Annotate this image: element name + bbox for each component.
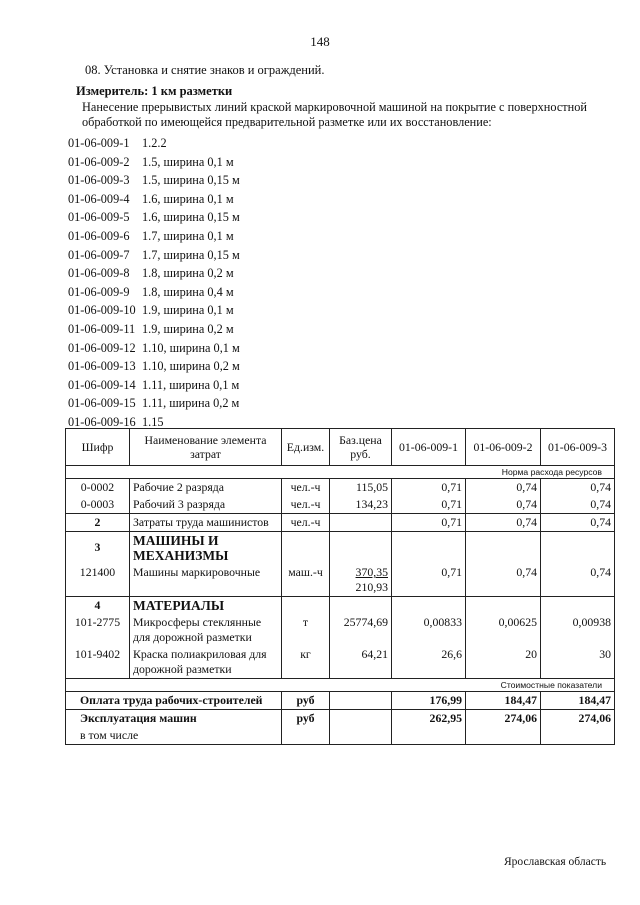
row-unit: т	[282, 614, 330, 646]
code-list-item	[68, 394, 240, 413]
row-value-2: 0,00625	[466, 614, 541, 646]
code-number: 01-06-009-3	[68, 173, 130, 188]
code-list-item	[68, 153, 240, 172]
row-name: Машины маркировочные	[130, 564, 282, 597]
row-price: 25774,69	[330, 614, 392, 646]
norm-note-row	[66, 466, 615, 479]
code-text: 1.11, ширина 0,2 м	[142, 396, 240, 411]
resource-table	[65, 428, 615, 745]
summary-value-2: 274,06	[466, 710, 541, 728]
page-number: 148	[310, 34, 330, 49]
row-value-2: 0,74	[466, 514, 541, 532]
row-value-3: 0,00938	[541, 614, 615, 646]
code-number: 01-06-009-10	[68, 303, 136, 318]
code-number: 01-06-009-9	[68, 284, 130, 299]
summary-value-3: 184,47	[541, 692, 615, 710]
header-col3: 01-06-009-3	[541, 429, 615, 466]
footer-region: Ярославская область	[504, 856, 607, 868]
row-unit: чел.-ч	[282, 479, 330, 497]
row-price: 115,05	[330, 479, 392, 497]
row-value-1: 0,71	[392, 479, 466, 497]
code-text: 1.5, ширина 0,1 м	[142, 154, 234, 169]
table-row	[66, 479, 615, 497]
section-title: 08. Установка и снятие знаков и ограждений.	[85, 63, 325, 77]
row-unit: кг	[282, 646, 330, 679]
code-list-item	[68, 320, 240, 339]
code-text: 1.7, ширина 0,15 м	[142, 247, 240, 262]
row-price-empty	[330, 514, 392, 532]
code-text: 1.2.2	[142, 136, 167, 150]
code-number: 01-06-009-13	[68, 359, 136, 374]
row-code: 0-0003	[66, 496, 130, 514]
code-number: 01-06-009-8	[68, 266, 130, 281]
header-col1: 01-06-009-1	[392, 429, 466, 466]
row-value-3: 30	[541, 646, 615, 679]
summary-unit: руб	[282, 710, 330, 728]
table-row	[66, 564, 615, 597]
summary-name: Оплата труда рабочих-строителей	[66, 692, 282, 710]
row-value-1: 0,00833	[392, 614, 466, 646]
code-number: 01-06-009-5	[68, 210, 130, 225]
header-col2: 01-06-009-2	[466, 429, 541, 466]
header-code: Шифр	[66, 429, 130, 466]
summary-value-1: 262,95	[392, 710, 466, 728]
row-value-1: 0,71	[392, 514, 466, 532]
row-code: 3	[66, 532, 130, 565]
row-code: 0-0002	[66, 479, 130, 497]
row-unit: чел.-ч	[282, 514, 330, 532]
code-text: 1.6, ширина 0,15 м	[142, 210, 240, 225]
table-row	[66, 514, 615, 532]
row-code: 121400	[66, 564, 130, 597]
row-price: 64,21	[330, 646, 392, 679]
norm-note: Норма расхода ресурсов	[66, 466, 615, 479]
summary-row	[66, 727, 615, 745]
row-name: Затраты труда машинистов	[130, 514, 282, 532]
row-price-2: 210,93	[355, 580, 388, 594]
table-row	[66, 597, 615, 615]
table-row	[66, 646, 615, 679]
row-value-3: 0,74	[541, 496, 615, 514]
code-number: 01-06-009-6	[68, 228, 130, 243]
code-number: 01-06-009-16	[68, 414, 136, 429]
row-code: 101-9402	[66, 646, 130, 679]
row-value-1: 0,71	[392, 564, 466, 597]
row-value-1: 26,6	[392, 646, 466, 679]
summary-value-1: 176,99	[392, 692, 466, 710]
code-number: 01-06-009-4	[68, 191, 130, 206]
code-number: 01-06-009-11	[68, 321, 136, 336]
row-value-2: 0,74	[466, 496, 541, 514]
summary-name: в том числе	[66, 727, 282, 745]
header-price: Баз.цена руб.	[330, 429, 392, 466]
row-name: МАТЕРИАЛЫ	[130, 597, 282, 615]
row-price: 134,23	[330, 496, 392, 514]
header-unit: Ед.изм.	[282, 429, 330, 466]
code-text: 1.11, ширина 0,1 м	[142, 377, 240, 392]
cost-note: Стоимостные показатели	[66, 679, 615, 692]
code-text: 1.9, ширина 0,1 м	[142, 303, 234, 318]
work-description: Нанесение прерывистых линий краской маркировочной машиной на покрытие с поверхностной обработкой по имеющейся предварительной разметке или их восстановление:	[82, 100, 587, 129]
code-number: 01-06-009-15	[68, 396, 136, 411]
code-list-item	[68, 190, 240, 209]
code-list-item	[68, 227, 240, 246]
row-value-3: 0,74	[541, 514, 615, 532]
code-number: 01-06-009-7	[68, 247, 130, 262]
row-unit: чел.-ч	[282, 496, 330, 514]
code-list-item	[68, 376, 240, 395]
code-text: 1.5, ширина 0,15 м	[142, 173, 240, 188]
row-price	[330, 564, 392, 597]
row-code: 4	[66, 597, 130, 615]
code-list-item	[68, 339, 240, 358]
row-price-1: 370,35	[355, 565, 388, 579]
row-value-3: 0,74	[541, 564, 615, 597]
cost-note-row	[66, 679, 615, 692]
code-text: 1.10, ширина 0,2 м	[142, 359, 240, 374]
code-list-item	[68, 357, 240, 376]
code-text: 1.6, ширина 0,1 м	[142, 191, 234, 206]
code-list-item	[68, 171, 240, 190]
header-name: Наименование элемента затрат	[130, 429, 282, 466]
code-number: 01-06-009-12	[68, 340, 136, 355]
code-list-item	[68, 264, 240, 283]
summary-value-2: 184,47	[466, 692, 541, 710]
code-text: 1.9, ширина 0,2 м	[142, 321, 234, 336]
code-text: 1.15	[142, 414, 164, 429]
row-value-3: 0,74	[541, 479, 615, 497]
code-text: 1.7, ширина 0,1 м	[142, 228, 234, 243]
table-row	[66, 532, 615, 565]
code-number: 01-06-009-1	[68, 136, 130, 150]
row-name: Рабочий 3 разряда	[130, 496, 282, 514]
summary-name: Эксплуатация машин	[66, 710, 282, 728]
row-value-2: 0,74	[466, 479, 541, 497]
code-number: 01-06-009-2	[68, 154, 130, 169]
table-row	[66, 496, 615, 514]
measurer-title: Измеритель: 1 км разметки	[76, 84, 233, 98]
code-list-item	[68, 208, 240, 227]
row-value-2: 20	[466, 646, 541, 679]
summary-row	[66, 692, 615, 710]
code-number: 01-06-009-14	[68, 377, 136, 392]
row-code: 101-2775	[66, 614, 130, 646]
table-header-row	[66, 429, 615, 466]
row-value-1: 0,71	[392, 496, 466, 514]
summary-value-3: 274,06	[541, 710, 615, 728]
summary-row	[66, 710, 615, 728]
row-name: Краска полиакриловая для дорожной разметки	[130, 646, 282, 679]
code-list	[68, 134, 240, 432]
table-row	[66, 614, 615, 646]
code-text: 1.8, ширина 0,4 м	[142, 284, 234, 299]
code-list-item	[68, 283, 240, 302]
row-code: 2	[66, 514, 130, 532]
code-list-item	[68, 134, 240, 153]
code-text: 1.10, ширина 0,1 м	[142, 340, 240, 355]
row-name: Микросферы стеклянные для дорожной разметки	[130, 614, 282, 646]
summary-unit: руб	[282, 692, 330, 710]
code-text: 1.8, ширина 0,2 м	[142, 266, 234, 281]
row-unit: маш.-ч	[282, 564, 330, 597]
row-name: МАШИНЫ И МЕХАНИЗМЫ	[130, 532, 282, 565]
row-name: Рабочие 2 разряда	[130, 479, 282, 497]
code-list-item	[68, 301, 240, 320]
code-list-item	[68, 246, 240, 265]
row-value-2: 0,74	[466, 564, 541, 597]
